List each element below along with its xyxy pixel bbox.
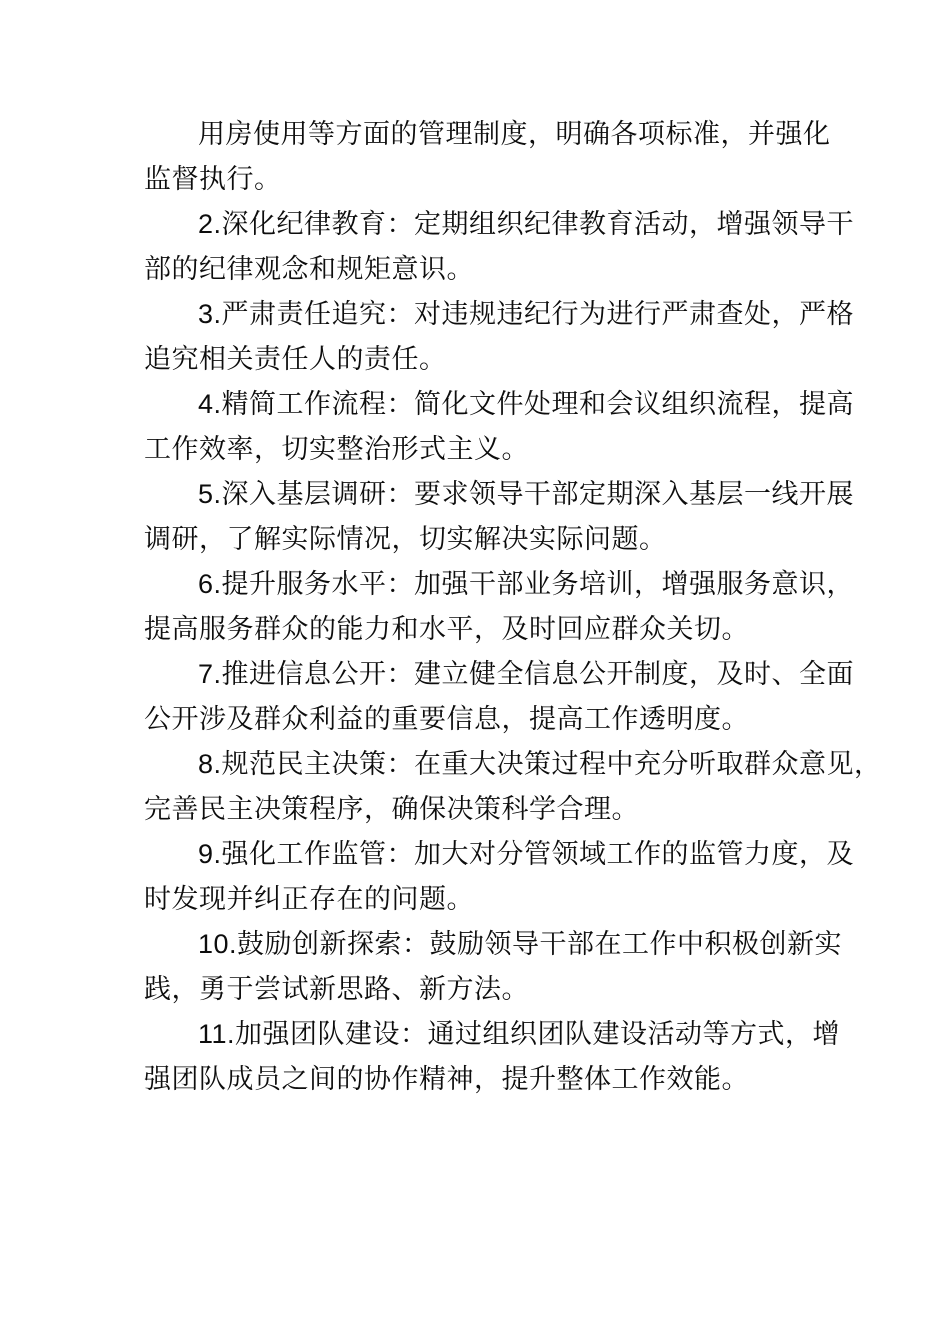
paragraph-2	[144, 202, 855, 292]
text-line: 时发现并纠正存在的问题。	[144, 884, 474, 914]
text-line: 3.严肃责任追究：对违规违纪行为进行严肃查处，严格	[198, 299, 855, 329]
text-line: 工作效率，切实整治形式主义。	[144, 434, 529, 464]
text-line: 8.规范民主决策：在重大决策过程中充分听取群众意见，	[198, 749, 882, 779]
paragraph-8	[144, 742, 882, 832]
paragraph-7	[144, 652, 855, 742]
text-line: 9.强化工作监管：加大对分管领域工作的监管力度，及	[198, 839, 855, 869]
text-line: 11.加强团队建设：通过组织团队建设活动等方式，增	[198, 1019, 841, 1049]
text-line: 10.鼓励创新探索：鼓励领导干部在工作中积极创新实	[198, 929, 843, 959]
paragraph-9	[144, 832, 855, 922]
paragraph-11	[144, 1012, 841, 1102]
paragraph-5	[144, 472, 855, 562]
text-line: 7.推进信息公开：建立健全信息公开制度，及时、全面	[198, 659, 855, 689]
text-line: 完善民主决策程序，确保决策科学合理。	[144, 794, 639, 824]
text-line: 5.深入基层调研：要求领导干部定期深入基层一线开展	[198, 479, 855, 509]
paragraph-1	[144, 112, 831, 202]
text-line: 部的纪律观念和规矩意识。	[144, 254, 474, 284]
paragraph-3	[144, 292, 855, 382]
text-line: 提高服务群众的能力和水平，及时回应群众关切。	[144, 614, 749, 644]
text-line: 强团队成员之间的协作精神，提升整体工作效能。	[144, 1064, 749, 1094]
text-line: 用房使用等方面的管理制度，明确各项标准，并强化	[198, 119, 831, 149]
text-line: 4.精简工作流程：简化文件处理和会议组织流程，提高	[198, 389, 855, 419]
text-line: 践，勇于尝试新思路、新方法。	[144, 974, 529, 1004]
text-line: 追究相关责任人的责任。	[144, 344, 447, 374]
document-body	[144, 112, 882, 1102]
text-line: 调研，了解实际情况，切实解决实际问题。	[144, 524, 667, 554]
text-line: 监督执行。	[144, 164, 282, 194]
paragraph-6	[144, 562, 855, 652]
text-line: 公开涉及群众利益的重要信息，提高工作透明度。	[144, 704, 749, 734]
paragraph-4	[144, 382, 855, 472]
paragraph-10	[144, 922, 843, 1012]
text-line: 2.深化纪律教育：定期组织纪律教育活动，增强领导干	[198, 209, 855, 239]
text-line: 6.提升服务水平：加强干部业务培训，增强服务意识，	[198, 569, 855, 599]
